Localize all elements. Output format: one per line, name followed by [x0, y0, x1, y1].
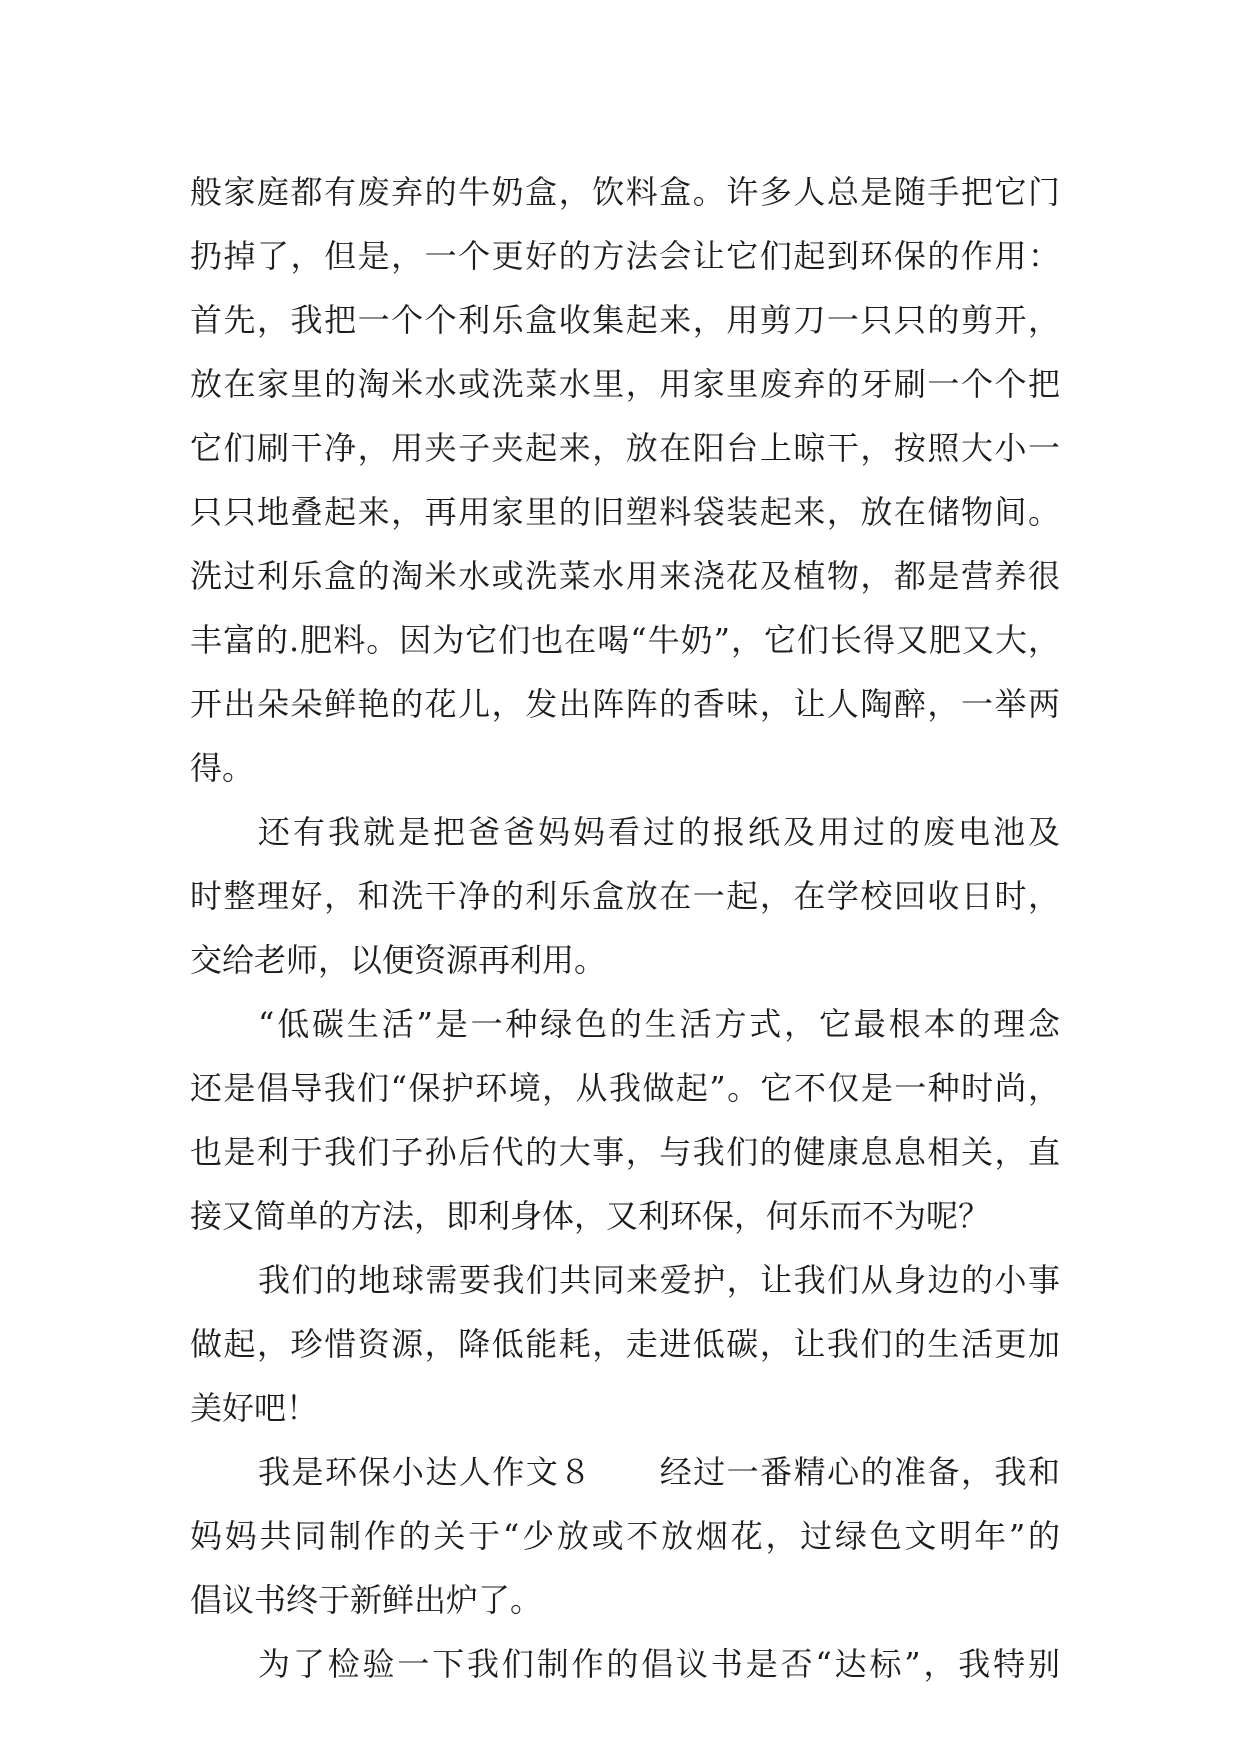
text-line: 扔掉了，但是，一个更好的方法会让它们起到环保的作用： [190, 237, 1060, 275]
text-line: 开出朵朵鲜艳的花儿，发出阵阵的香味，让人陶醉，一举两 [190, 685, 1060, 723]
text-line: 美好吧！ [190, 1389, 319, 1427]
text-line: 做起，珍惜资源，降低能耗，走进低碳，让我们的生活更加 [190, 1325, 1060, 1363]
text-line: 首先，我把一个个利乐盒收集起来，用剪刀一只只的剪开， [190, 301, 1060, 339]
text-line: 时整理好，和洗干净的利乐盒放在一起，在学校回收日时， [190, 877, 1060, 915]
text-line: 放在家里的淘米水或洗菜水里，用家里废弃的牙刷一个个把 [190, 365, 1060, 403]
text-line: 妈妈共同制作的关于“少放或不放烟花，过绿色文明年”的 [190, 1517, 1060, 1555]
text-line: 我是环保小达人作文８ 经过一番精心的准备，我和 [258, 1453, 1060, 1491]
essay-body [190, 160, 1060, 1696]
text-line: 倡议书终于新鲜出炉了。 [190, 1581, 543, 1619]
text-line: “低碳生活”是一种绿色的生活方式，它最根本的理念 [258, 1005, 1060, 1043]
text-line: 得。 [190, 749, 255, 787]
text-line: 接又简单的方法，即利身体，又利环保，何乐而不为呢？ [190, 1197, 991, 1235]
text-line: 丰富的.肥料。因为它们也在喝“牛奶”，它们长得又肥又大， [190, 621, 1060, 659]
text-line: 它们刷干净，用夹子夹起来，放在阳台上晾干，按照大小一 [190, 429, 1060, 467]
text-line: 还是倡导我们“保护环境，从我做起”。它不仅是一种时尚， [190, 1069, 1060, 1107]
text-line: 我们的地球需要我们共同来爱护，让我们从身边的小事 [258, 1261, 1060, 1299]
text-line: 还有我就是把爸爸妈妈看过的报纸及用过的废电池及 [258, 813, 1060, 851]
text-line: 只只地叠起来，再用家里的旧塑料袋装起来，放在储物间。 [190, 493, 1060, 531]
text-line: 交给老师，以便资源再利用。 [190, 941, 607, 979]
text-line: 为了检验一下我们制作的倡议书是否“达标”，我特别 [258, 1645, 1060, 1683]
text-line: 般家庭都有废弃的牛奶盒，饮料盒。许多人总是随手把它门 [190, 173, 1060, 211]
text-line: 也是利于我们子孙后代的大事，与我们的健康息息相关，直 [190, 1133, 1060, 1171]
text-line: 洗过利乐盒的淘米水或洗菜水用来浇花及植物，都是营养很 [190, 557, 1060, 595]
